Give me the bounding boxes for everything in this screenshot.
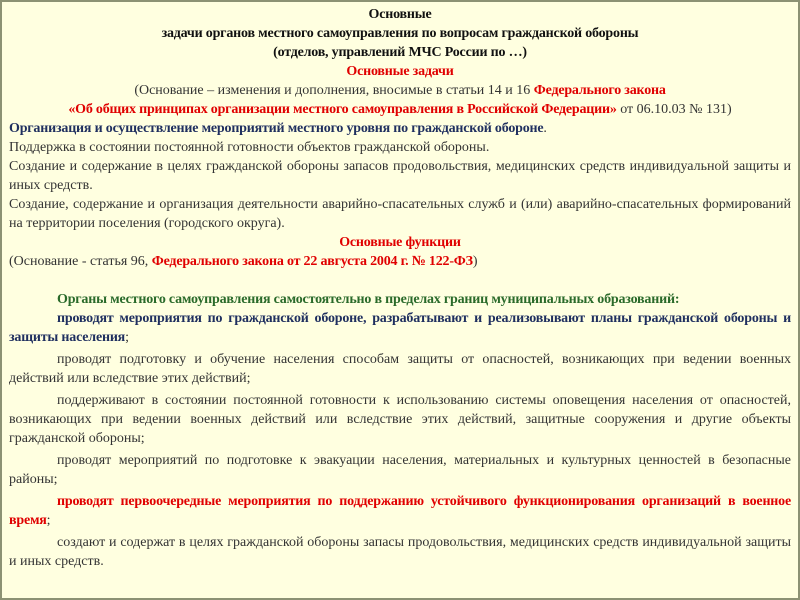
task-item-0: [9, 119, 791, 138]
function-item-1-text: проводят мероприятия по гражданской обороне, разрабатывают и реализовывают планы гражданской обороны и защиты населения: [9, 311, 791, 345]
law-date: от 06.10.03 № 131): [616, 102, 732, 117]
functions-basis: [9, 252, 791, 271]
task-item-3: Создание, содержание и организация деятельности аварийно-спасательных служб и (или) аварийно-спасательных формирований на территории поселения (городского округа).: [9, 197, 791, 231]
tasks-basis-prefix: (Основание – изменения и дополнения, вносимые в статьи 14 и 16: [134, 83, 534, 98]
functions-basis-prefix: (Основание - статья 96,: [9, 254, 152, 269]
spacer: [9, 271, 791, 290]
function-item-1: [9, 309, 791, 347]
function-item-2: проводят подготовку и обучение населения способам защиты от опасностей, возникающих при ведении военных действий или вследствие этих действий;: [9, 352, 791, 386]
tasks-heading: Основные задачи: [346, 64, 454, 79]
task-item-1: Поддержка в состоянии постоянной готовности объектов гражданской обороны.: [9, 140, 490, 155]
functions-intro: Органы местного самоуправления самостоятельно в пределах границ муниципальных образований:: [57, 292, 680, 307]
function-item-5: [9, 492, 791, 530]
functions-basis-suffix: ): [472, 254, 478, 269]
function-item-1-end: ;: [125, 330, 129, 345]
task-item-0-text: Организация и осуществление мероприятий местного уровня по гражданской обороне: [9, 121, 544, 136]
title-line-3: (отделов, управлений МЧС России по …): [273, 45, 527, 60]
functions-basis-law: Федерального закона от 22 августа 2004 г. № 122-ФЗ: [151, 254, 473, 269]
function-item-5-text: проводят первоочередные мероприятия по поддержанию устойчивого функционирования организаций в военное время: [9, 494, 791, 528]
task-item-2: Создание и содержание в целях гражданской обороны запасов продовольствия, медицинских средств индивидуальной защиты и иных средств.: [9, 159, 791, 193]
slide-content: [9, 5, 791, 571]
law-title: «Об общих принципах организации местного самоуправления в Российской Федерации»: [68, 102, 617, 117]
task-item-0-end: .: [543, 121, 547, 136]
function-item-6: создают и содержат в целях гражданской обороны запасы продовольствия, медицинских средств индивидуальной защиты и иных средств.: [9, 535, 791, 569]
function-item-5-end: ;: [46, 513, 51, 528]
tasks-law-line: [9, 100, 791, 119]
title-line-2: задачи органов местного самоуправления по вопросам гражданской обороны: [161, 26, 639, 41]
tasks-basis: [9, 81, 791, 100]
function-item-3: поддерживают в состоянии постоянной готовности к использованию системы оповещения населения от опасностей, возникающих при ведении военных действий или вследствие этих действий, защитные сооружения и другие объекты гражданской обороны;: [9, 393, 791, 446]
tasks-basis-law: Федерального закона: [533, 83, 666, 98]
title-line-1: Основные: [368, 7, 432, 22]
function-item-4: проводят мероприятий по подготовке к эвакуации населения, материальных и культурных ценностей в безопасные районы;: [9, 453, 791, 487]
functions-heading: Основные функции: [339, 235, 461, 250]
